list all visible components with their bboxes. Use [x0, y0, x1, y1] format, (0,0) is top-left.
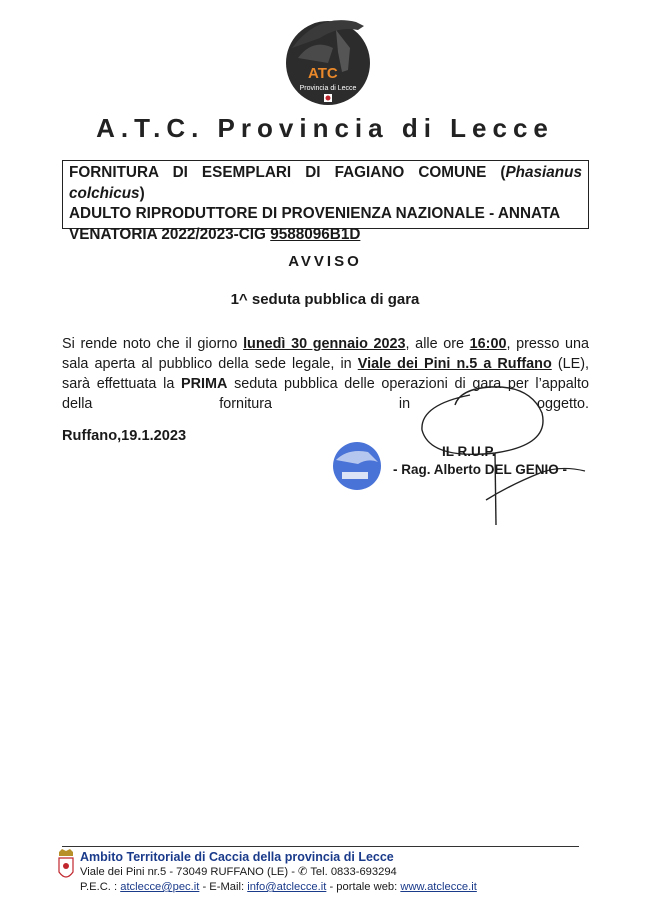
- subject-line-2: ADULTO RIPRODUTTORE DI PROVENIENZA NAZIONALE - ANNATA: [69, 205, 561, 222]
- subject-line-3: VENATORIA 2022/2023-CIG 9588096B1D: [69, 225, 361, 243]
- footer-address: Viale dei Pini nr.5 - 73049 RUFFANO (LE) - ✆ Tel. 0833-693294: [80, 866, 397, 878]
- subject-line-1: FORNITURA DI ESEMPLARI DI FAGIANO COMUNE (Phasianus colchicus): [69, 164, 582, 202]
- footer-contacts: P.E.C. : atclecce@pec.it - E-Mail: info@atclecce.it - portale web: www.atclecce.it: [80, 881, 477, 893]
- province-crest-icon: [57, 848, 75, 884]
- signatory-role: IL R.U.P.: [442, 444, 496, 459]
- meeting-date: lunedì 30 gennaio 2023: [243, 336, 406, 352]
- footer: [80, 850, 477, 895]
- svg-text:Provincia di Lecce: Provincia di Lecce: [299, 85, 357, 92]
- meeting-place: Viale dei Pini n.5 a Ruffano: [357, 356, 552, 372]
- website-link[interactable]: www.atclecce.it: [400, 881, 477, 893]
- meeting-time: 16:00: [469, 336, 507, 352]
- species-name: Phasianus colchicus: [69, 164, 582, 202]
- subject-box: [62, 160, 589, 243]
- signatory-name: - Rag. Alberto DEL GENIO -: [393, 462, 568, 477]
- footer-divider: [62, 846, 579, 847]
- cig-code: 9588096B1D: [270, 225, 361, 243]
- org-title: A.T.C. Provincia di Lecce: [96, 113, 554, 143]
- email-link[interactable]: info@atclecce.it: [247, 881, 327, 893]
- atc-logo: [278, 8, 378, 108]
- notice-title: AVVISO: [288, 253, 362, 270]
- session-number: PRIMA: [181, 376, 228, 392]
- official-stamp: [328, 440, 386, 492]
- notice-body: Si rende noto che il giorno lunedì 30 gennaio 2023, alle ore 16:00, presso una sala aperta al pubblico della sede legale, in Viale dei Pini n.5 a Ruffano (LE), sarà effettuata la PRIMA seduta pubblica delle operazioni di gara per l’appalto della fornitura in oggetto.: [62, 336, 589, 412]
- notice-subtitle: 1^ seduta pubblica di gara: [230, 291, 420, 308]
- handwritten-signature: [400, 375, 600, 535]
- svg-text:ATC: ATC: [308, 65, 338, 82]
- footer-org: Ambito Territoriale di Caccia della provincia di Lecce: [80, 850, 394, 864]
- pec-link[interactable]: atclecce@pec.it: [120, 881, 200, 893]
- date-place: Ruffano,19.1.2023: [62, 428, 187, 444]
